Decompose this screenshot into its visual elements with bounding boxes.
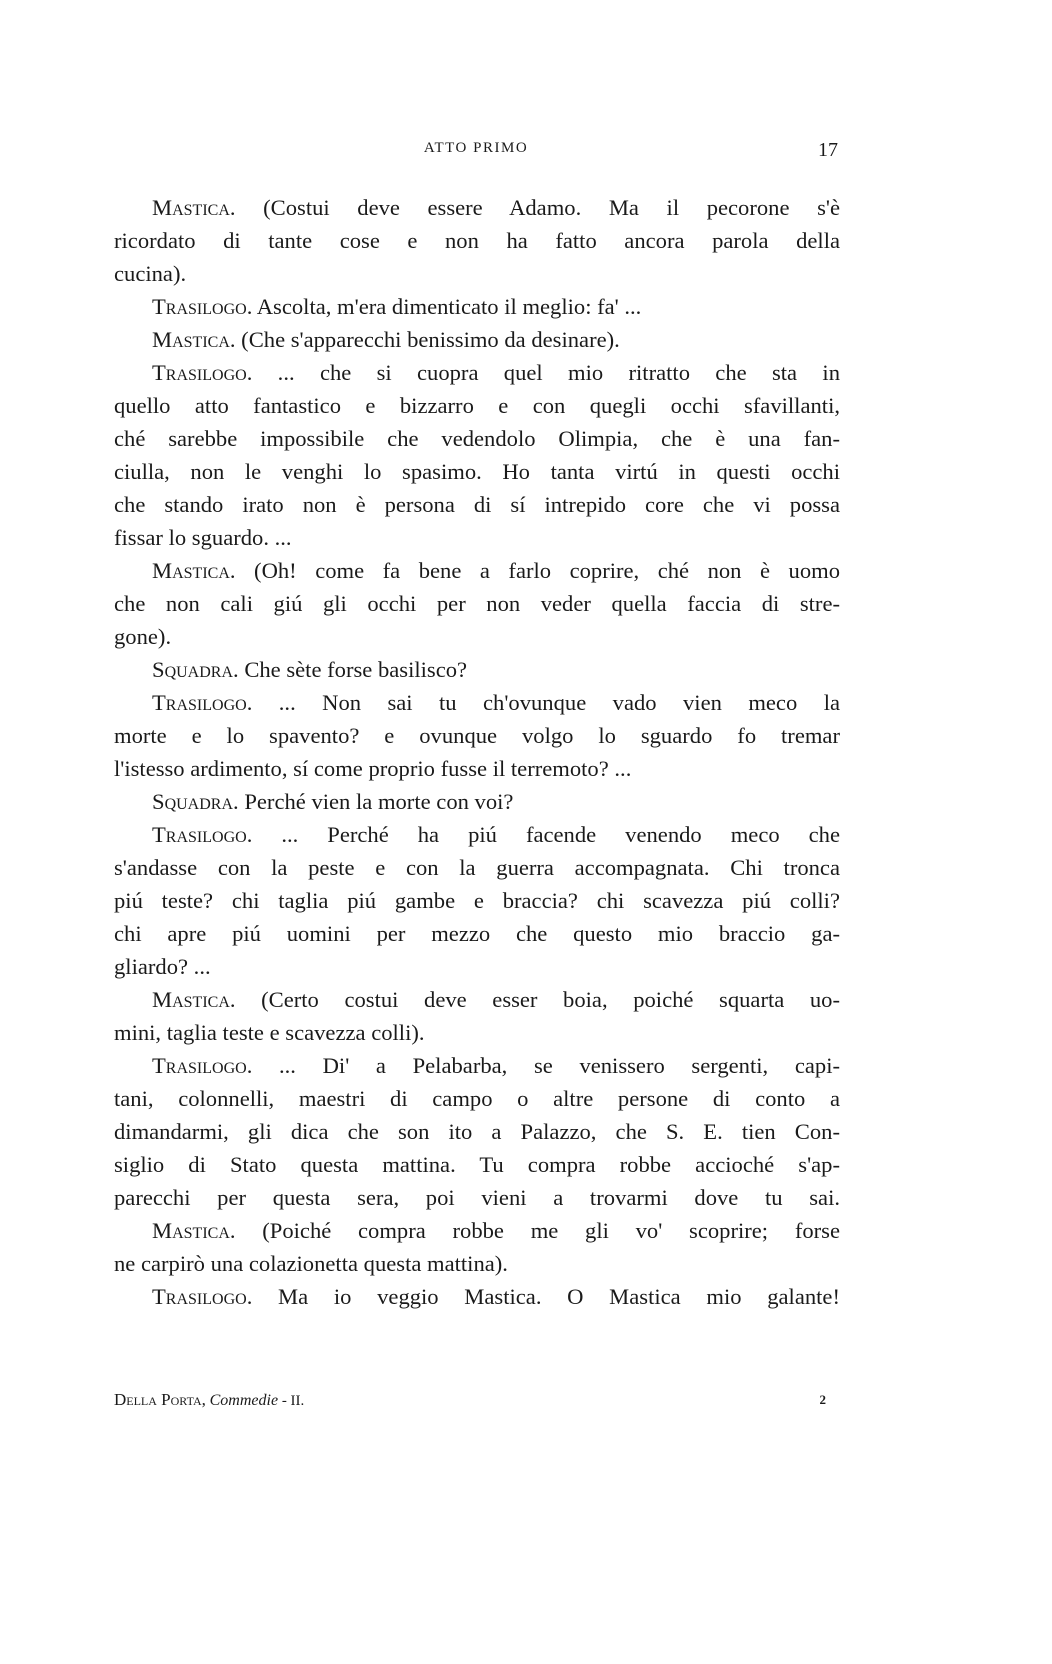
text-line [114,1214,840,1247]
line-text: gone). [114,624,172,649]
line-text: Ascolta, m'era dimenticato il meglio: fa' ... [252,294,642,319]
line-text: dimandarmi, gli dica che son ito a Palazzo, che S. E. tien Con- [114,1119,840,1144]
speaker-name: Trasilogo. [152,1284,253,1309]
text-line [114,1181,840,1214]
speaker-name: Squadra. [152,789,239,814]
line-text: parecchi per questa sera, poi vieni a trovarmi dove tu sai. [114,1185,840,1210]
line-text: (Oh! come fa bene a farlo coprire, ché non è uomo [235,558,840,583]
line-text: l'istesso ardimento, sí come proprio fusse il terremoto? ... [114,756,632,781]
line-text: ricordato di tante cose e non ha fatto ancora parola della [114,228,840,253]
footer-work: Commedie [209,1392,279,1409]
text-line [114,1016,840,1049]
signature-mark: 2 [819,1392,826,1407]
text-line [114,950,840,983]
speaker-name: Trasilogo. [152,360,253,385]
running-head [114,140,838,162]
running-title: ATTO PRIMO [423,140,529,156]
text-line [114,422,840,455]
text-line [114,686,840,719]
text-line [114,554,840,587]
text-line [114,191,840,224]
text-line [114,653,840,686]
text-line [114,488,840,521]
text-line [114,620,840,653]
speaker-name: Trasilogo. [152,1053,253,1078]
text-line [114,1049,840,1082]
line-text: s'andasse con la peste e con la guerra accompagnata. Chi tronca [114,855,840,880]
speaker-name: Trasilogo. [152,822,253,847]
text-line [114,752,840,785]
speaker-name: Squadra. [152,657,239,682]
line-text: Che sète forse basilisco? [238,657,468,682]
text-line [114,884,840,917]
line-text: ... che si cuopra quel mio ritratto che sta in [252,360,840,385]
line-text: piú teste? chi taglia piú gambe e braccia? chi scavezza piú colli? [114,888,840,913]
line-text: ... Non sai tu ch'ovunque vado vien meco la [252,690,840,715]
text-line [114,1247,840,1280]
speaker-name: Mastica. [152,1218,236,1243]
line-text: ché sarebbe impossibile che vedendolo Olimpia, che è una fan- [114,426,840,451]
line-text: fissar lo sguardo. ... [114,525,292,550]
text-line [114,818,840,851]
line-text: mini, taglia teste e scavezza colli). [114,1020,425,1045]
line-text: morte e lo spavento? e ovunque volgo lo sguardo fo tremar [114,723,840,748]
line-text: chi apre piú uomini per mezzo che questo mio braccio ga- [114,921,840,946]
text-line [114,1280,840,1313]
line-text: che non cali giú gli occhi per non veder quella faccia di stre- [114,591,840,616]
text-line [114,851,840,884]
line-text: cucina). [114,261,187,286]
line-text: (Poiché compra robbe me gli vo' scoprire; forse [235,1218,840,1243]
body-text [114,191,840,1313]
text-line [114,389,840,422]
speaker-name: Mastica. [152,195,236,220]
line-text: che stando irato non è persona di sí intrepido core che vi possa [114,492,840,517]
speaker-name: Mastica. [152,987,236,1012]
page-number: 17 [818,139,838,161]
text-line [114,1082,840,1115]
line-text: ... Di' a Pelabarba, se venissero sergenti, capi- [252,1053,840,1078]
line-text: quello atto fantastico e bizzarro e con quegli occhi sfavillanti, [114,393,840,418]
text-line [114,917,840,950]
speaker-name: Mastica. [152,327,236,352]
text-line [114,290,840,323]
text-line [114,719,840,752]
text-line [114,587,840,620]
text-line [114,224,840,257]
speaker-name: Mastica. [152,558,236,583]
footer-citation [114,1390,304,1410]
text-line [114,257,840,290]
text-line [114,455,840,488]
line-text: ne carpirò una colazionetta questa mattina). [114,1251,508,1276]
line-text: ciulla, non le venghi lo spasimo. Ho tanta virtú in questi occhi [114,459,840,484]
line-text: gliardo? ... [114,954,211,979]
line-text: Perché vien la morte con voi? [238,789,514,814]
speaker-name: Trasilogo. [152,690,253,715]
line-text: (Certo costui deve esser boia, poiché squarta uo- [235,987,840,1012]
text-line [114,785,840,818]
text-line [114,356,840,389]
speaker-name: Trasilogo. [152,294,253,319]
text-line [114,323,840,356]
footer-volume: - II. [281,1393,305,1409]
line-text: (Costui deve essere Adamo. Ma il pecorone s'è [235,195,840,220]
text-line [114,1115,840,1148]
text-line [114,983,840,1016]
footer-author: Della Porta, [114,1390,206,1409]
text-line [114,1148,840,1181]
line-text: Ma io veggio Mastica. O Mastica mio galante! [252,1284,840,1309]
line-text: ... Perché ha piú facende venendo meco che [252,822,840,847]
text-line [114,521,840,554]
line-text: siglio di Stato questa mattina. Tu compra robbe accioché s'ap- [114,1152,840,1177]
line-text: tani, colonnelli, maestri di campo o altre persone di conto a [114,1086,840,1111]
line-text: (Che s'apparecchi benissimo da desinare). [235,327,620,352]
